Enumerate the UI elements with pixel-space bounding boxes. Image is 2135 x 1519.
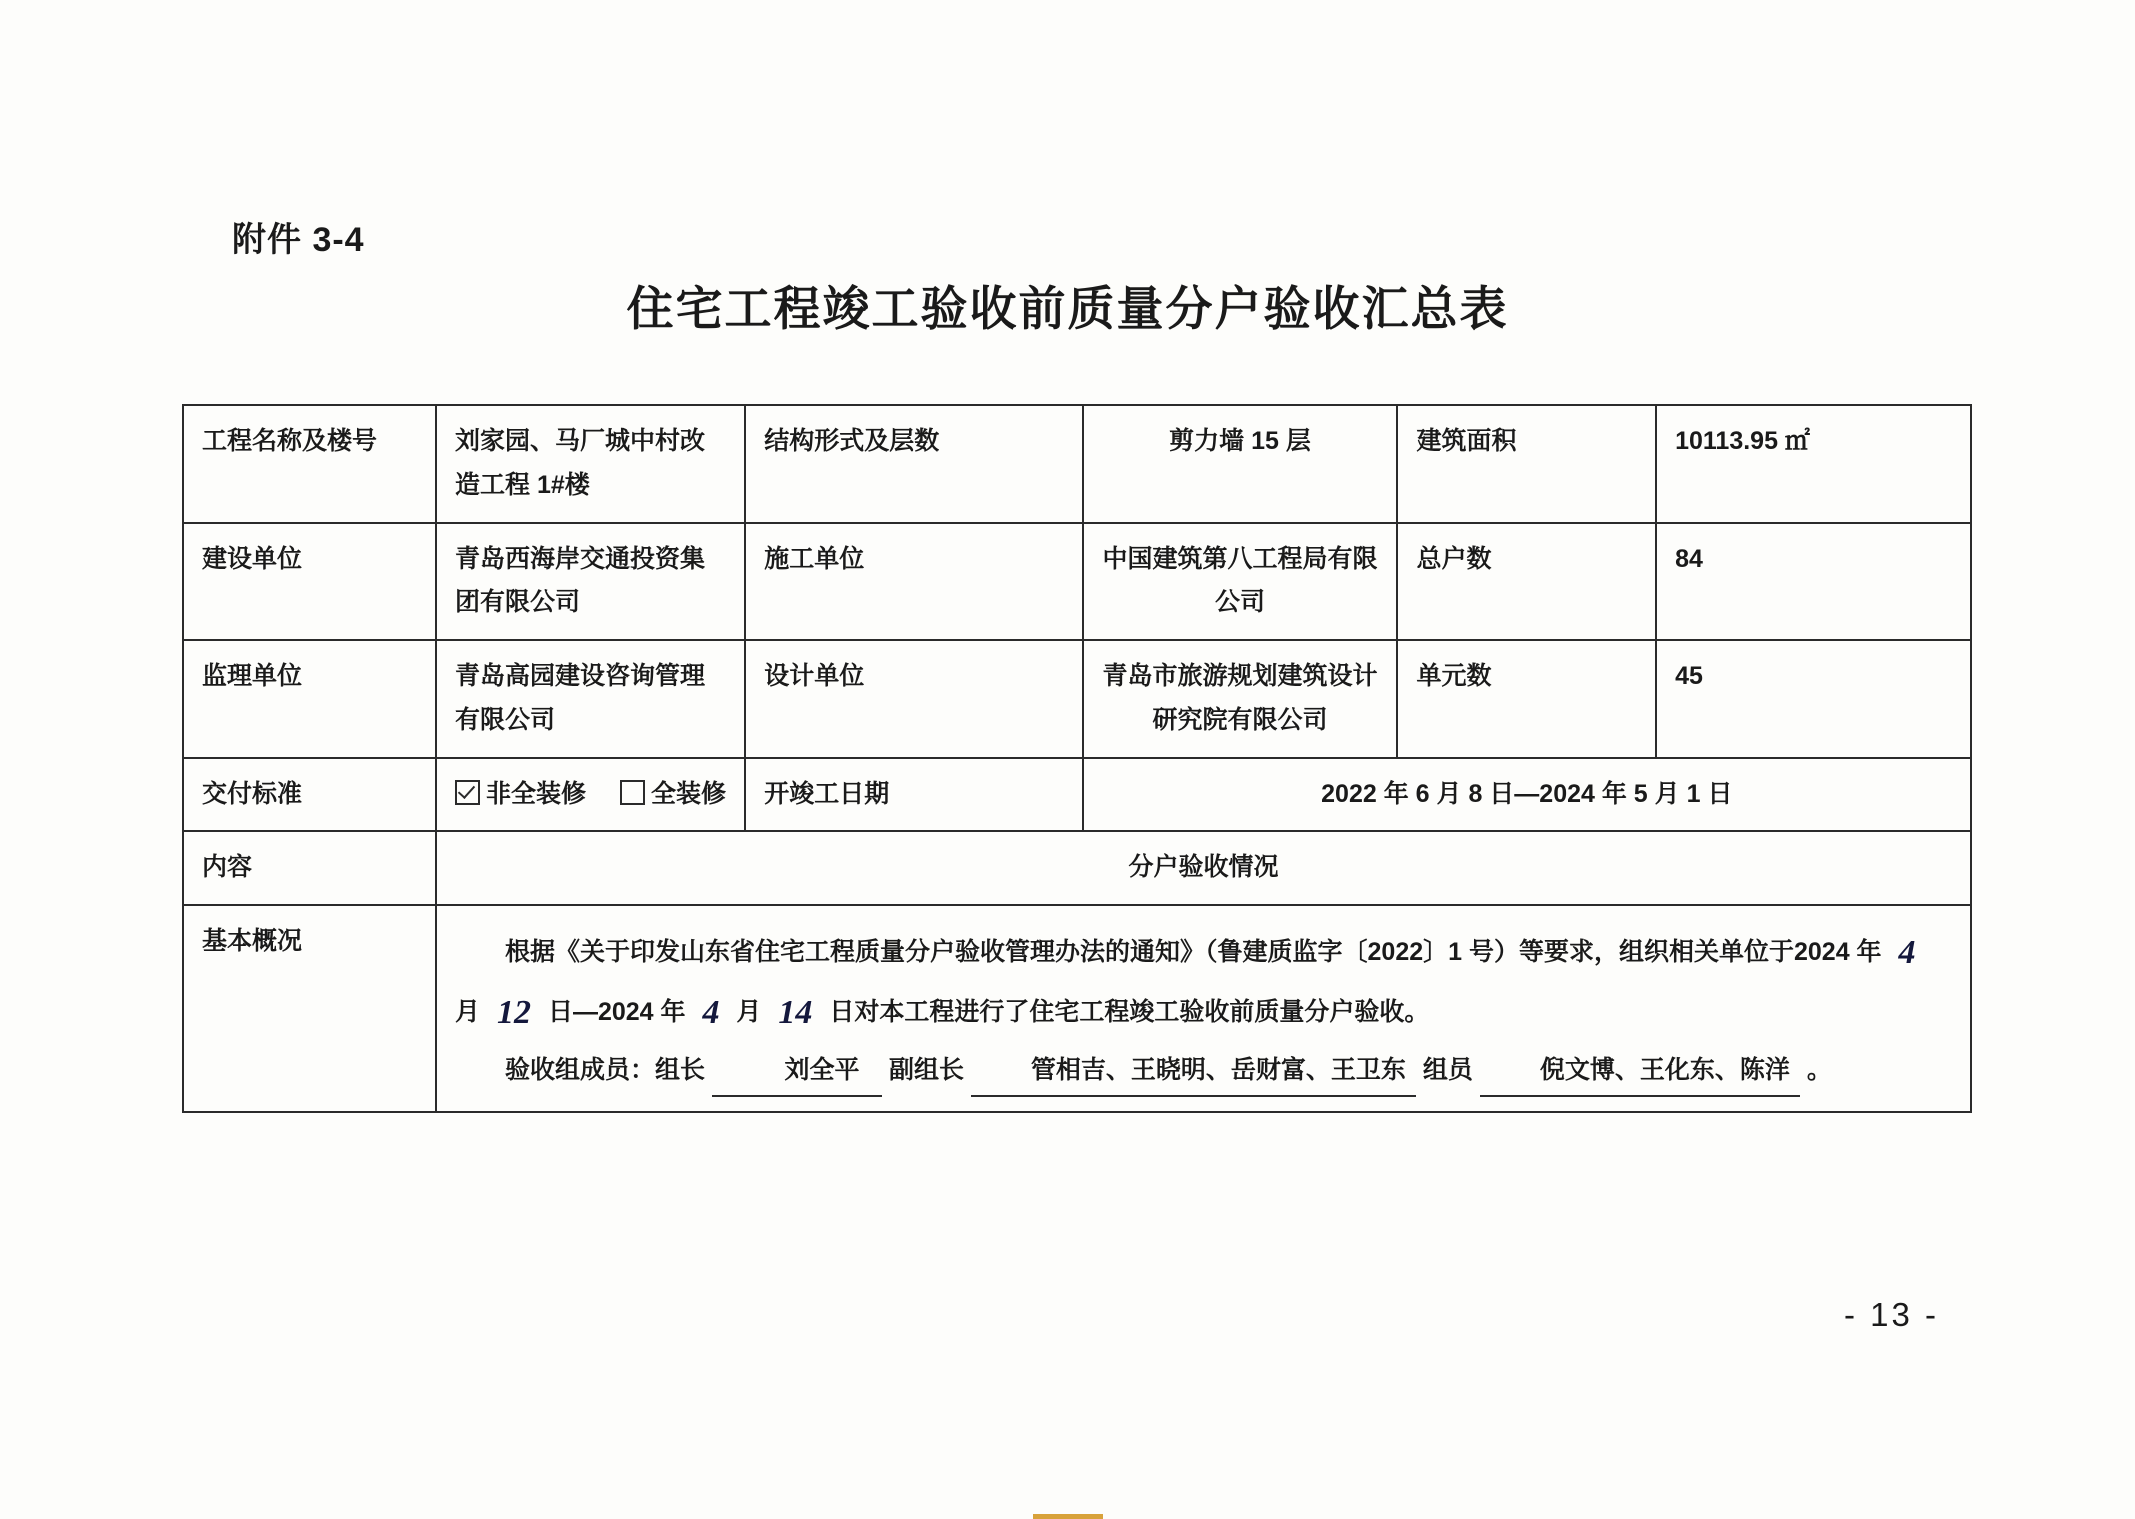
cell-content-value: 分户验收情况 <box>436 831 1971 905</box>
cell-construction-unit-value: 中国建筑第八工程局有限公司 <box>1083 523 1398 641</box>
table-row <box>183 831 1971 905</box>
option-full-label: 全装修 <box>651 779 727 808</box>
cell-content-label: 内容 <box>183 831 436 905</box>
cell-owner-unit-label: 建设单位 <box>183 523 436 641</box>
cell-dates-value: 2022 年 6 月 8 日—2024 年 5 月 1 日 <box>1083 758 1971 832</box>
table-row <box>183 640 1971 758</box>
member-names: 倪文博、王化东、陈洋 <box>1480 1049 1800 1097</box>
cell-construction-unit-label: 施工单位 <box>745 523 1082 641</box>
verification-summary-table <box>182 404 1972 1113</box>
option-partial-label: 非全装修 <box>486 779 587 808</box>
cell-dates-label: 开竣工日期 <box>745 758 1082 832</box>
cell-delivery-standard-options <box>436 758 745 832</box>
deputy-prefix-label: 副组长 <box>888 1056 964 1084</box>
handwritten-month-2: 4 <box>702 993 720 1031</box>
cell-overview-value <box>436 905 1971 1112</box>
cell-supervision-unit-value: 青岛高园建设咨询管理有限公司 <box>436 640 745 758</box>
cell-overview-label: 基本概况 <box>183 905 436 1112</box>
cell-unit-count-value: 45 <box>1656 640 1971 758</box>
cell-delivery-standard-label: 交付标准 <box>183 758 436 832</box>
table-row <box>183 758 1971 832</box>
cell-structure-value: 剪力墙 15 层 <box>1083 405 1398 523</box>
cell-project-name-label: 工程名称及楼号 <box>183 405 436 523</box>
handwritten-day-2: 14 <box>778 993 813 1031</box>
table-row <box>183 905 1971 1112</box>
page-edge-mark <box>1033 1514 1103 1519</box>
handwritten-day-1: 12 <box>496 993 531 1031</box>
cell-design-unit-value: 青岛市旅游规划建筑设计研究院有限公司 <box>1083 640 1398 758</box>
checkbox-checked-icon[interactable] <box>455 780 480 805</box>
overview-text-part-2: 日对本工程进行了住宅工程竣工验收前质量分户验收。 <box>829 997 1430 1026</box>
cell-structure-label: 结构形式及层数 <box>745 405 1082 523</box>
overview-month-label-2: 月 <box>736 997 762 1026</box>
members-prefix-label: 验收组成员：组长 <box>505 1056 706 1084</box>
cell-unit-count-label: 单元数 <box>1397 640 1656 758</box>
cell-total-households-value: 84 <box>1656 523 1971 641</box>
page-number: - 13 - <box>1843 1296 1939 1333</box>
checkbox-partial-decoration[interactable] <box>455 773 586 817</box>
overview-day-to-label: 日—2024 年 <box>547 997 686 1026</box>
table-row <box>183 523 1971 641</box>
cell-project-name-value: 刘家园、马厂城中村改造工程 1#楼 <box>436 405 745 523</box>
cell-owner-unit-value: 青岛西海岸交通投资集团有限公司 <box>436 523 745 641</box>
cell-supervision-unit-label: 监理单位 <box>183 640 436 758</box>
cell-total-households-label: 总户数 <box>1397 523 1656 641</box>
checkbox-unchecked-icon[interactable] <box>620 780 645 805</box>
handwritten-month-1: 4 <box>1898 934 1916 971</box>
overview-month-label-1: 月 <box>455 997 481 1026</box>
members-label: 组员 <box>1422 1056 1473 1084</box>
attachment-label: 附件 3-4 <box>232 221 365 259</box>
cell-building-area-value: 10113.95 ㎡ <box>1656 405 1971 523</box>
table-row <box>183 405 1971 523</box>
page-title: 住宅工程竣工验收前质量分户验收汇总表 <box>626 282 1509 335</box>
overview-period: 。 <box>1806 1056 1832 1084</box>
leader-name: 刘全平 <box>712 1049 882 1097</box>
overview-paragraph-1 <box>455 920 1952 1039</box>
overview-paragraph-2 <box>455 1049 1952 1097</box>
deputy-names: 管相吉、王晓明、岳财富、王卫东 <box>971 1049 1416 1097</box>
overview-text-part-1: 根据《关于印发山东省住宅工程质量分户验收管理办法的通知》（鲁建质监字〔2022〕1 号）等要求，组织相关单位于2024 年 <box>505 938 1882 966</box>
checkbox-full-decoration[interactable] <box>620 773 726 817</box>
cell-building-area-label: 建筑面积 <box>1397 405 1656 523</box>
cell-design-unit-label: 设计单位 <box>745 640 1082 758</box>
